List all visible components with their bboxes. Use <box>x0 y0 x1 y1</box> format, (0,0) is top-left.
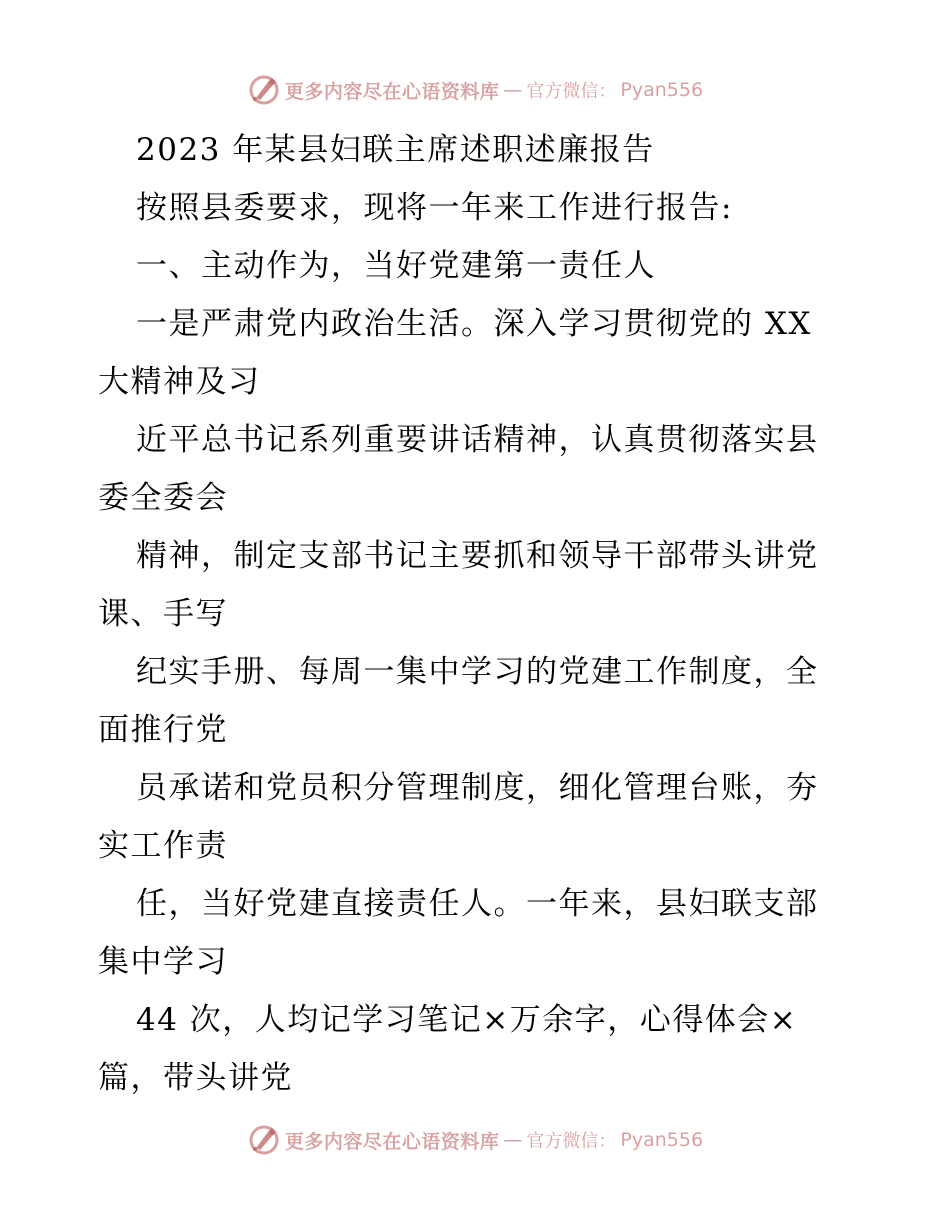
document-title: 2023 年某县妇联主席述职述廉报告 <box>136 132 655 168</box>
header-watermark-banner <box>0 70 950 110</box>
document-line: 44 次，人均记学习笔记×万余字，心得体会× <box>136 1002 798 1038</box>
document-line: 课、手写 <box>98 596 228 632</box>
footer-watermark-banner <box>0 1120 950 1160</box>
document-line: 集中学习 <box>98 944 228 980</box>
document-line: 近平总书记系列重要讲话精神，认真贯彻落实县 <box>136 422 819 458</box>
document-line: 大精神及习 <box>98 364 261 400</box>
document-line: 实工作责 <box>98 828 228 864</box>
pen-nib-logo-icon <box>247 1123 281 1157</box>
document-line: 篇，带头讲党 <box>98 1060 293 1096</box>
document-line: 面推行党 <box>98 712 228 748</box>
document-line: 委全委会 <box>98 480 228 516</box>
document-line: 任，当好党建直接责任人。一年来，县妇联支部 <box>136 886 819 922</box>
document-line: 一是严肃党内政治生活。深入学习贯彻党的 XX <box>136 306 812 342</box>
banner-wechat-id: Pyan556 <box>620 1129 704 1151</box>
banner-wechat-label: 官方微信： <box>526 1131 617 1152</box>
banner-content <box>247 73 703 107</box>
document-line: 一、主动作为，当好党建第一责任人 <box>136 248 656 284</box>
banner-separator: — <box>503 1129 523 1151</box>
document-line: 员承诺和党员积分管理制度，细化管理台账，夯 <box>136 770 819 806</box>
banner-wechat-label: 官方微信： <box>526 81 617 102</box>
document-line: 按照县委要求，现将一年来工作进行报告: <box>136 190 733 226</box>
banner-content <box>247 1123 703 1157</box>
banner-separator: — <box>503 79 523 101</box>
document-line: 精神，制定支部书记主要抓和领导干部带头讲党 <box>136 538 819 574</box>
banner-slogan: 更多内容尽在心语资料库 <box>284 80 500 103</box>
document-line: 纪实手册、每周一集中学习的党建工作制度，全 <box>136 654 819 690</box>
pen-nib-logo-icon <box>247 73 281 107</box>
document-body <box>98 121 858 1107</box>
banner-wechat-id: Pyan556 <box>620 79 704 101</box>
banner-slogan: 更多内容尽在心语资料库 <box>284 1130 500 1153</box>
